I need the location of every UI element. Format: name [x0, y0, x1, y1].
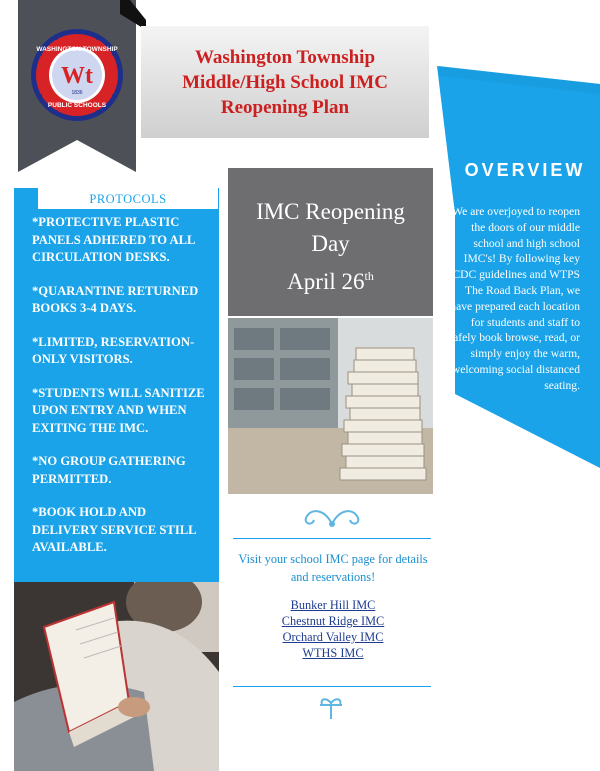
library-books-photo [228, 318, 433, 494]
protocol-item: *PROTECTIVE PLASTIC PANELS ADHERED TO ALL CIRCULATION DESKS. [32, 215, 195, 264]
overview-body: We are overjoyed to reopen the doors of our middle school and high school IMC's! By following key CDC guidelines and WTPS The Road Back Plan, we have prepared each location for students and staff to safely book browse, read, or simply enjoy the warm, welcoming social distanced seating. [448, 205, 580, 392]
reopening-line-1: IMC Reopening [256, 199, 405, 224]
protocol-item: *NO GROUP GATHERING PERMITTED. [32, 454, 186, 486]
link-wths[interactable]: WTHS IMC [302, 646, 364, 660]
svg-text:WASHINGTON TOWNSHIP: WASHINGTON TOWNSHIP [36, 46, 118, 53]
svg-text:Wt: Wt [61, 63, 93, 89]
divider-top [233, 538, 431, 539]
overview-heading: OVERVIEW [464, 160, 586, 180]
protocol-item: *STUDENTS WILL SANITIZE UPON ENTRY AND WHEN EXITING THE IMC. [32, 385, 205, 435]
divider-bottom [233, 686, 431, 687]
reopening-date: April 26th [287, 269, 374, 294]
protocol-item: *LIMITED, RESERVATION-ONLY VISITORS. [32, 334, 195, 366]
link-bunker-hill[interactable]: Bunker Hill IMC [290, 598, 376, 612]
svg-text:PUBLIC SCHOOLS: PUBLIC SCHOOLS [47, 102, 107, 109]
protocol-item: *BOOK HOLD AND DELIVERY SERVICE STILL AVAILABLE. [32, 505, 196, 554]
flourish-ornament-icon [300, 504, 364, 530]
reopening-date-box [228, 168, 433, 316]
school-links [238, 597, 428, 661]
reading-person-photo [14, 582, 219, 771]
page-title: Washington Township Middle/High School IMC Reopening Plan [182, 46, 388, 118]
school-seal-logo [29, 27, 125, 123]
link-chestnut-ridge[interactable]: Chestnut Ridge IMC [281, 614, 385, 628]
visit-instructions: Visit your school IMC page for details and reservations! [238, 552, 428, 584]
protocols-list [32, 214, 212, 573]
link-orchard-valley[interactable]: Orchard Valley IMC [282, 630, 384, 644]
svg-text:1836: 1836 [71, 90, 83, 96]
reopening-line-2: Day [311, 231, 350, 256]
title-banner [141, 26, 429, 138]
fleur-ornament-icon [318, 697, 344, 719]
protocols-heading: PROTOCOLS [38, 187, 218, 209]
protocol-item: *QUARANTINE RETURNED BOOKS 3-4 DAYS. [32, 283, 199, 315]
